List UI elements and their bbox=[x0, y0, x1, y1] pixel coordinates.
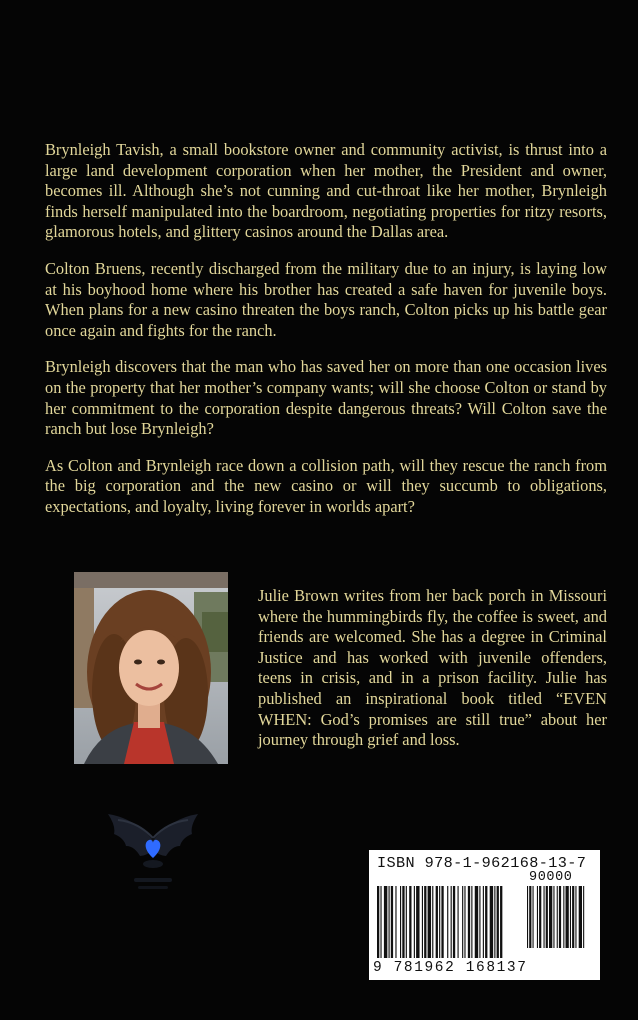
blurb-paragraph-4: As Colton and Brynleigh race down a collision path, will they rescue the ranch from the big corporation and the new casino or will they succumb to obligations, expectations, and loyalty, living forever in worlds apart? bbox=[45, 455, 607, 516]
barcode-bar bbox=[559, 886, 561, 948]
barcode-bar bbox=[462, 886, 463, 958]
barcode-bar bbox=[458, 886, 459, 958]
author-photo bbox=[74, 572, 228, 764]
barcode-bar bbox=[475, 886, 478, 958]
barcode-bar bbox=[414, 886, 415, 958]
price-code: 90000 bbox=[529, 870, 573, 885]
barcode-bar bbox=[570, 886, 571, 948]
barcode-bar bbox=[428, 886, 431, 958]
barcode-bar bbox=[579, 886, 582, 948]
barcode-bar bbox=[451, 886, 452, 958]
barcode-bar bbox=[441, 886, 443, 958]
barcode-bar bbox=[409, 886, 411, 958]
barcode-bar bbox=[533, 886, 534, 948]
barcode-bar bbox=[500, 886, 502, 958]
barcode-bar bbox=[391, 886, 393, 958]
barcode-bar bbox=[529, 886, 531, 948]
barcode-bar bbox=[485, 886, 487, 958]
barcode-bar bbox=[572, 886, 574, 948]
blurb-paragraph-2: Colton Bruens, recently discharged from the military due to an injury, is laying low at his boyhood home where his brother has created a safe haven for juvenile boys. When plans for a new casino threaten the boys ranch, Colton picks up his battle gear once again and fights for the ranch. bbox=[45, 258, 607, 340]
barcode-bar bbox=[494, 886, 495, 958]
isbn-label: ISBN 978-1-962168-13-7 bbox=[377, 854, 587, 872]
barcode-bar bbox=[468, 886, 470, 958]
barcode-bar bbox=[384, 886, 387, 958]
barcode-bars bbox=[377, 886, 593, 960]
barcode-bar bbox=[432, 886, 433, 958]
barcode-bar bbox=[402, 886, 404, 958]
author-bio: Julie Brown writes from her back porch in Missouri where the hummingbirds fly, the coffee is sweet, and friends are welcomed. She has a degree in Criminal Justice and has worked with juvenile offenders, teens in crisis, and in a prison facility. Julie has published an inspirational book titled “EVEN WHEN: God’s promises are still true” about her journey through grief and loss. bbox=[258, 586, 607, 750]
barcode-bar bbox=[422, 886, 423, 958]
barcode-bar bbox=[447, 886, 448, 958]
barcode-bar bbox=[527, 886, 528, 948]
barcode-bar bbox=[557, 886, 558, 948]
barcode-bar bbox=[439, 886, 440, 958]
barcode-bar bbox=[471, 886, 472, 958]
blurb-paragraph-3: Brynleigh discovers that the man who has saved her on more than one occasion lives on the property that her mother’s company wants; will she choose Colton or stand by her commitment to the corporation despite dangerous threats? Will Colton save the ranch but lose Brynleigh? bbox=[45, 357, 607, 439]
barcode-bar bbox=[575, 886, 576, 948]
barcode-bar bbox=[464, 886, 465, 958]
barcode-bar bbox=[553, 886, 554, 948]
barcode-bar bbox=[406, 886, 407, 958]
barcode-bar bbox=[566, 886, 569, 948]
barcode-bar bbox=[497, 886, 499, 958]
barcode-bar bbox=[549, 886, 552, 948]
barcode-bar bbox=[546, 886, 548, 948]
barcode-bar bbox=[453, 886, 455, 958]
barcode-bar bbox=[479, 886, 480, 958]
ean-digits: 9 781962 168137 bbox=[373, 960, 528, 976]
barcode-bar bbox=[436, 886, 438, 958]
barcode-bar bbox=[563, 886, 564, 948]
winged-heart-logo-icon bbox=[104, 800, 202, 894]
blurb-paragraph-1: Brynleigh Tavish, a small bookstore owner and community activist, is thrust into a large land development corporation when her mother, the President and owner, becomes ill. Although she’s not cunning and cut-throat like her mother, Brynleigh finds herself manipulated into the boardroom, negotiating properties for ritzy resorts, glamorous hotels, and glittery casinos around the Dallas area. bbox=[45, 140, 607, 242]
barcode-bar bbox=[537, 886, 538, 948]
barcode-bar bbox=[539, 886, 541, 948]
barcode-bar bbox=[400, 886, 401, 958]
barcode-bar bbox=[377, 886, 379, 958]
barcode-bar bbox=[490, 886, 493, 958]
isbn-barcode bbox=[369, 850, 600, 980]
barcode-bar bbox=[424, 886, 426, 958]
barcode-bar bbox=[380, 886, 381, 958]
barcode-bar bbox=[483, 886, 484, 958]
barcode-bar bbox=[395, 886, 396, 958]
barcode-bar bbox=[544, 886, 545, 948]
barcode-bar bbox=[416, 886, 419, 958]
back-cover-blurb bbox=[45, 140, 607, 534]
barcode-bar bbox=[583, 886, 584, 948]
barcode-bar bbox=[389, 886, 390, 958]
